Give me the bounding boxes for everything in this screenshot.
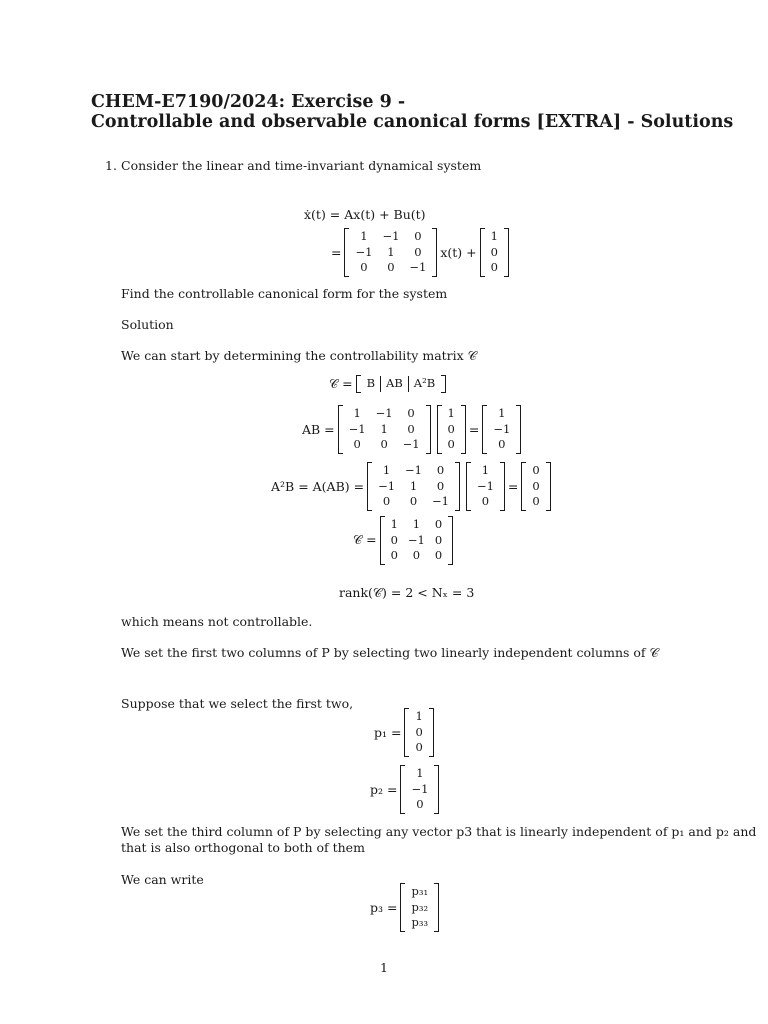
matrix-cell: 0 <box>380 437 388 451</box>
matrix-cell: 0 <box>407 421 415 436</box>
matrix-cell: 1 <box>390 517 398 531</box>
matrix-cell: 1 <box>481 463 490 477</box>
matrix-cell: 0 <box>409 494 418 508</box>
matrix-cell: −1 <box>476 478 494 493</box>
matrix-cell: p₃₂ <box>411 899 429 914</box>
matrix-cell: −1 <box>405 463 422 477</box>
matrix-cell: 0 <box>353 437 361 451</box>
a2b-lhs: A²B = A(AB) = <box>271 478 365 494</box>
matrix-cell: 0 <box>414 229 422 243</box>
c-lhs: 𝒞 = <box>353 532 377 548</box>
vector-b <box>480 228 509 277</box>
p1-equation <box>371 708 434 757</box>
matrix-cell: −1 <box>432 494 449 508</box>
matrix-cell: 0 <box>436 478 445 493</box>
ctrl-definition <box>326 375 446 393</box>
matrix-cell: 0 <box>414 244 422 259</box>
matrix-cell: −1 <box>348 421 366 436</box>
matrix-cell: 0 <box>436 463 445 477</box>
matrix-cell: 0 <box>412 548 421 562</box>
ab-equals: = <box>468 421 480 437</box>
matrix-cell: p₃₃ <box>411 915 429 929</box>
rank-equation: rank(𝒞) = 2 < Nₓ = 3 <box>339 585 475 600</box>
matrix-cell: 0 <box>407 406 415 420</box>
matrix-cell: −1 <box>378 478 396 493</box>
matrix-cell: 0 <box>447 437 455 451</box>
p2-lhs: p₂ = <box>370 781 398 797</box>
matrix-cell: 0 <box>415 740 423 754</box>
matrix-cell: 0 <box>415 724 423 739</box>
matrix-cell: 1 <box>380 421 388 436</box>
matrix-cell: 0 <box>498 437 506 451</box>
matrix-cell: 1 <box>447 406 455 420</box>
eq1-equals: = <box>331 244 342 260</box>
matrix-cell: −1 <box>355 244 373 259</box>
p1-vector <box>404 708 433 757</box>
matrix-cell: 1 <box>387 244 395 259</box>
a2b-equals: = <box>507 478 519 494</box>
matrix-cell: −1 <box>407 532 425 547</box>
matrix-a <box>344 228 437 277</box>
matrix-c <box>380 516 454 565</box>
matrix-cell: −1 <box>493 421 511 436</box>
a2b-equation <box>268 462 551 511</box>
matrix-cell: −1 <box>402 437 420 451</box>
suppose-text: Suppose that we select the first two, <box>121 696 354 711</box>
matrix-cell: −1 <box>375 406 393 420</box>
third-col-line2: that is also orthogonal to both of them <box>121 840 365 855</box>
matrix-cell: 0 <box>447 421 455 436</box>
problem-intro: Consider the linear and time-invariant dynamical system <box>121 158 482 173</box>
ctrl-col-a2b: A²B <box>413 376 436 390</box>
matrix-cell: 1 <box>415 709 423 723</box>
matrix-cell: 0 <box>532 463 540 477</box>
matrix-cell: 1 <box>416 766 424 780</box>
matrix-cell: 0 <box>387 260 395 274</box>
ctrl-col-b: B <box>366 376 376 390</box>
set-first-two: We set the first two columns of P by selecting two linearly independent columns of 𝒞 <box>121 645 659 660</box>
solution-label: Solution <box>121 317 174 332</box>
matrix-cell: 1 <box>412 517 421 531</box>
matrix-cell: 1 <box>498 406 506 420</box>
matrix-cell: 1 <box>490 229 498 243</box>
not-controllable: which means not controllable. <box>121 614 313 629</box>
ab-matrix-a <box>338 405 431 454</box>
ctrl-def-matrix <box>356 375 447 393</box>
matrix-cell: 0 <box>532 494 540 508</box>
p1-lhs: p₁ = <box>374 724 402 740</box>
p3-equation <box>367 883 439 932</box>
matrix-cell: p₃₁ <box>411 884 429 898</box>
p2-equation <box>367 765 439 814</box>
matrix-cell: 0 <box>490 244 498 259</box>
eq1-xt: x(t) + <box>440 244 477 260</box>
ab-equation <box>299 405 521 454</box>
matrix-cell: 0 <box>390 548 398 562</box>
p3-lhs: p₃ = <box>370 899 398 915</box>
matrix-cell: 0 <box>481 494 490 508</box>
ctrl-col-ab: AB <box>380 376 409 392</box>
ab-result <box>482 405 521 454</box>
matrix-cell: 1 <box>353 406 361 420</box>
a2b-result <box>521 462 550 511</box>
matrix-cell: 0 <box>416 797 424 811</box>
title-line-2: Controllable and observable canonical forms [EXTRA] - Solutions <box>91 112 734 132</box>
ab-lhs: AB = <box>302 421 335 437</box>
matrix-cell: 1 <box>409 478 418 493</box>
problem-number: 1. <box>105 158 117 173</box>
matrix-cell: 1 <box>382 463 391 477</box>
matrix-cell: 1 <box>360 229 368 243</box>
ctrl-intro: We can start by determining the controllability matrix 𝒞 <box>121 348 477 363</box>
third-col-line1: We set the third column of P by selecting any vector p3 that is linearly independent of p₁ and p₂ and <box>121 824 757 839</box>
matrix-cell: 0 <box>434 548 443 562</box>
a2b-vector-ab <box>466 462 505 511</box>
page-number: 1 <box>380 960 388 975</box>
find-text: Find the controllable canonical form for the system <box>121 286 448 301</box>
eq1-line1: ẋ(t) = Ax(t) + Bu(t) <box>304 207 426 222</box>
title-line-1: CHEM-E7190/2024: Exercise 9 - <box>91 92 406 112</box>
matrix-cell: 0 <box>434 517 443 531</box>
a2b-matrix-a <box>367 462 460 511</box>
ab-vector-b <box>437 405 466 454</box>
matrix-cell: 0 <box>390 532 398 547</box>
matrix-cell: 0 <box>434 532 443 547</box>
matrix-cell: −1 <box>382 229 400 243</box>
eq1-line2 <box>328 228 509 277</box>
we-can-write: We can write <box>121 872 204 887</box>
ctrl-def-lhs: 𝒞 = <box>329 375 353 391</box>
matrix-cell: −1 <box>409 260 427 274</box>
p3-vector <box>400 883 439 932</box>
c-equation <box>350 516 453 565</box>
matrix-cell: 0 <box>532 478 540 493</box>
p2-vector <box>400 765 439 814</box>
matrix-cell: 0 <box>490 260 498 274</box>
matrix-cell: −1 <box>411 781 429 796</box>
matrix-cell: 0 <box>382 494 391 508</box>
matrix-cell: 0 <box>360 260 368 274</box>
